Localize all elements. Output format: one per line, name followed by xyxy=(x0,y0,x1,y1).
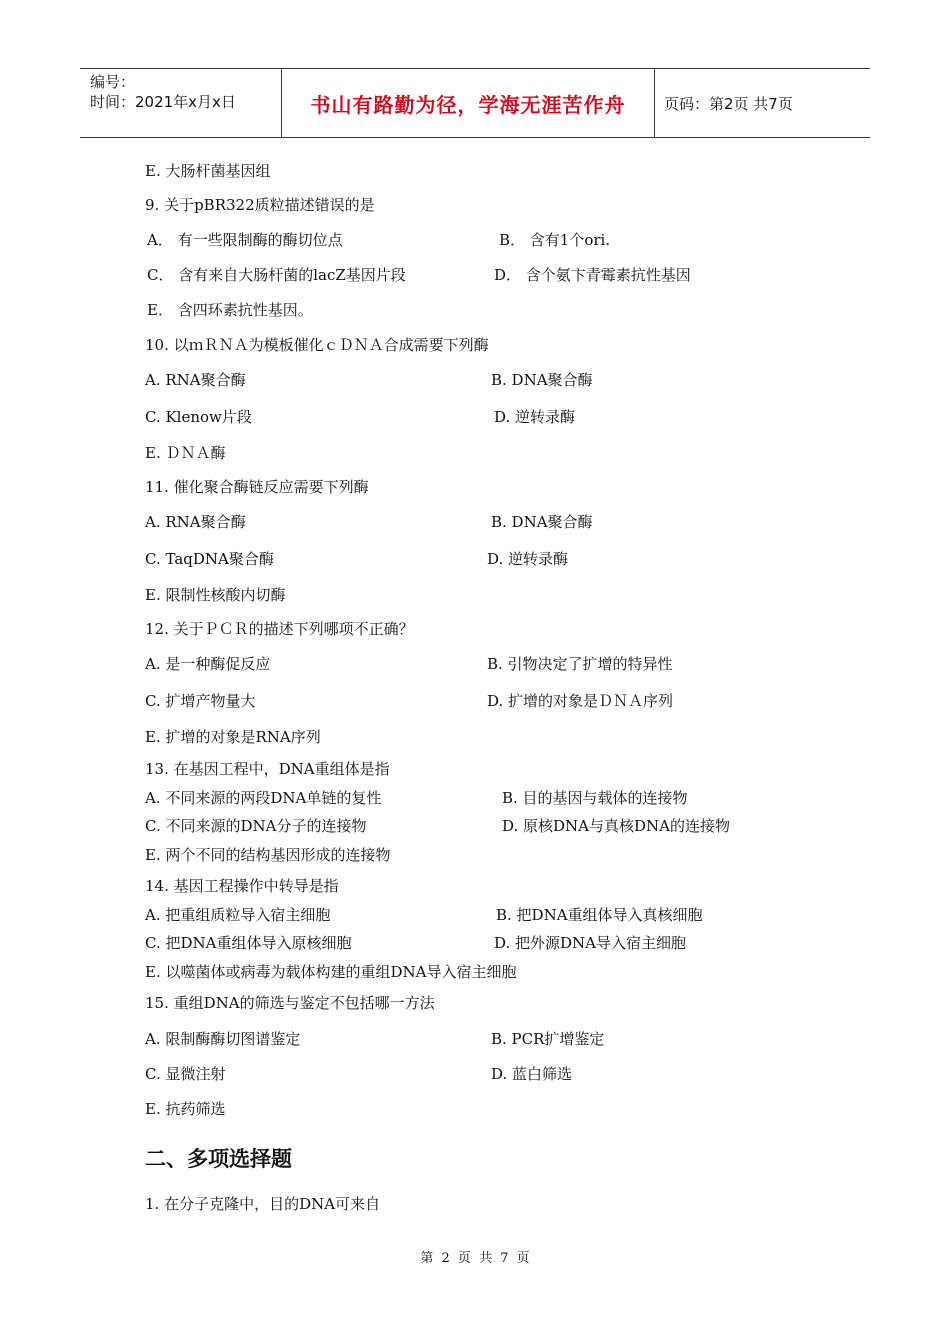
option-line: A. RNA聚合酶 xyxy=(145,513,246,531)
option-line: A. 不同来源的两段DNA单链的复性 xyxy=(145,789,382,807)
option-line: C. 扩增产物量大 xyxy=(145,692,256,710)
option-line: A. RNA聚合酶 xyxy=(145,371,246,389)
option-line: A. 限制酶酶切图谱鉴定 xyxy=(145,1030,301,1048)
option-line: D. 扩增的对象是ＤＮＡ序列 xyxy=(487,692,674,710)
option-line: B. DNA聚合酶 xyxy=(491,513,593,531)
option-line: D． 含个氨卞青霉素抗性基因 xyxy=(494,266,691,284)
option-line: E． 含四环素抗性基因。 xyxy=(147,301,313,319)
option-line: E. 以噬菌体或病毒为载体构建的重组DNA导入宿主细胞 xyxy=(145,963,517,981)
question-11: 11. 催化聚合酶链反应需要下列酶 xyxy=(145,478,369,496)
option-line: B. PCR扩增鉴定 xyxy=(491,1030,605,1048)
question-9: 9. 关于pBR322质粒描述错误的是 xyxy=(145,196,375,214)
option-line: B. DNA聚合酶 xyxy=(491,371,593,389)
option-line: B. 引物决定了扩增的特异性 xyxy=(487,655,673,673)
option-line: E. 扩增的对象是RNA序列 xyxy=(145,728,321,746)
footer-page-word: 第 xyxy=(420,1251,434,1266)
question-14: 14. 基因工程操作中转导是指 xyxy=(145,877,339,895)
option-line: A. 把重组质粒导入宿主细胞 xyxy=(145,906,331,924)
option-line: D. 原核DNA与真核DNA的连接物 xyxy=(502,817,730,835)
option-line: E. 抗药筛选 xyxy=(145,1100,226,1118)
option-line: A. 是一种酶促反应 xyxy=(145,655,271,673)
option-line: B． 含有1个ori. xyxy=(499,231,611,249)
option-line: C. 把DNA重组体导入原核细胞 xyxy=(145,934,352,952)
header-motto: 书山有路勤为径，学海无涯苦作舟 xyxy=(281,69,655,137)
header-page-label: 页码：第2页 共7页 xyxy=(664,94,793,113)
question-15: 15. 重组DNA的筛选与鉴定不包括哪一方法 xyxy=(145,994,435,1012)
time-label: 时间：2021年x月x日 xyxy=(90,93,236,111)
option-line: A． 有一些限制酶的酶切位点 xyxy=(147,231,343,249)
option-line: C. 显微注射 xyxy=(145,1065,226,1083)
page-header xyxy=(80,68,870,138)
footer-total-number: 7 xyxy=(500,1251,509,1266)
footer-total-word: 共 xyxy=(479,1251,493,1266)
multi-question-1: 1. 在分子克隆中，目的DNA可来自 xyxy=(145,1195,381,1213)
option-line: D. 把外源DNA导入宿主细胞 xyxy=(494,934,687,952)
code-label: 编号： xyxy=(90,73,136,91)
page-footer xyxy=(0,1247,950,1266)
option-line: C. Klenow片段 xyxy=(145,408,252,426)
option-line: E. ＤＮＡ酶 xyxy=(145,444,226,462)
text-line: E. 大肠杆菌基因组 xyxy=(145,162,271,180)
section-title: 二、多项选择题 xyxy=(145,1147,292,1171)
option-line: E. 限制性核酸内切酶 xyxy=(145,586,286,604)
question-13: 13. 在基因工程中，DNA重组体是指 xyxy=(145,760,390,778)
question-10: 10. 以ｍＲＮＡ为模板催化ｃＤＮＡ合成需要下列酶 xyxy=(145,336,489,354)
option-line: B. 把DNA重组体导入真核细胞 xyxy=(496,906,703,924)
option-line: E. 两个不同的结构基因形成的连接物 xyxy=(145,846,391,864)
footer-page-number: 2 xyxy=(441,1251,450,1266)
option-line: B. 目的基因与载体的连接物 xyxy=(502,789,688,807)
option-line: D. 蓝白筛选 xyxy=(491,1065,573,1083)
option-line: D. 逆转录酶 xyxy=(487,550,569,568)
option-line: C. TaqDNA聚合酶 xyxy=(145,550,274,568)
option-line: C． 含有来自大肠杆菌的lacZ基因片段 xyxy=(147,266,406,284)
option-line: D. 逆转录酶 xyxy=(494,408,576,426)
question-12: 12. 关于ＰＣＲ的描述下列哪项不正确？ xyxy=(145,620,414,638)
option-line: C. 不同来源的DNA分子的连接物 xyxy=(145,817,367,835)
footer-page-word2: 页 xyxy=(457,1251,471,1266)
header-left xyxy=(90,72,236,112)
footer-total-word2: 页 xyxy=(516,1251,530,1266)
